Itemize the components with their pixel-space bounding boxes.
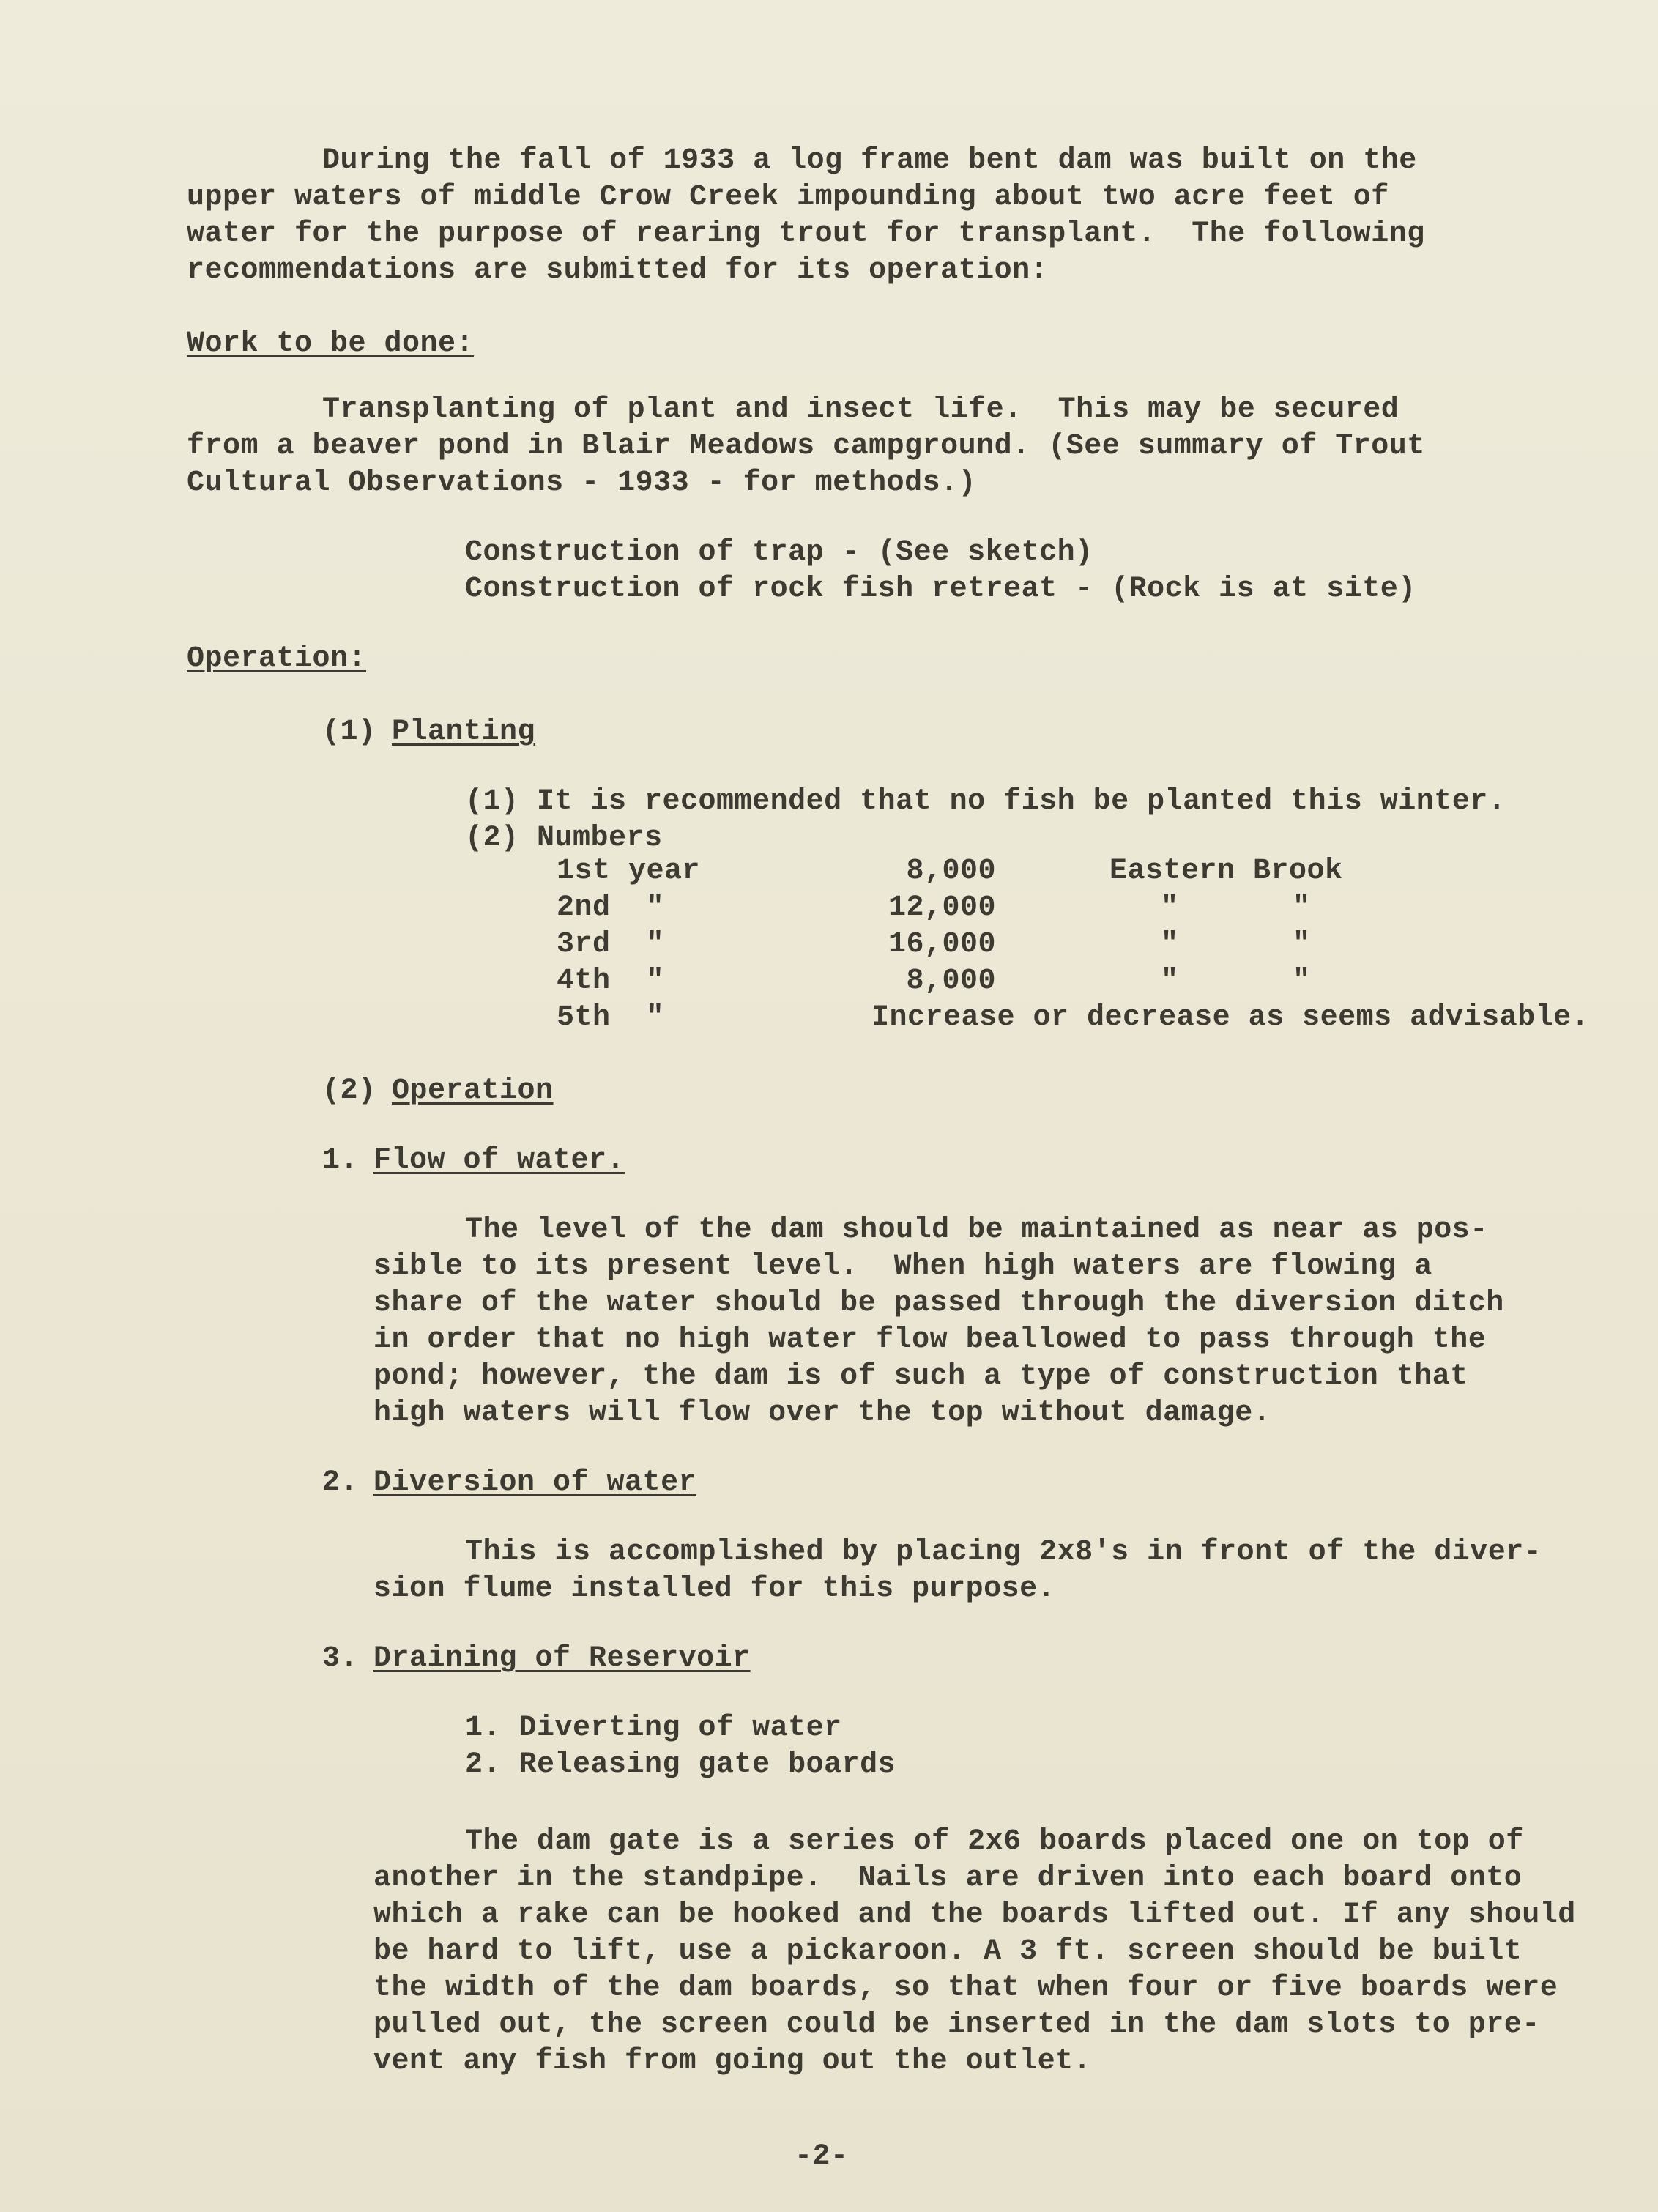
diversion-line-1: This is accomplished by placing 2x8's in front of the diver- [465, 1536, 1542, 1569]
intro-line-3: water for the purpose of rearing trout for transplant. The following [187, 218, 1425, 250]
planting-number: (1) [322, 716, 376, 749]
row-ditto-1: " [1161, 965, 1179, 998]
draining-heading: Draining of Reservoir [373, 1642, 751, 1675]
work-item-2: Construction of rock fish retreat - (Rock is at site) [465, 573, 1416, 606]
draining-line-1: The dam gate is a series of 2x6 boards placed one on top of [465, 1825, 1524, 1858]
planting-heading: Planting [392, 716, 536, 749]
row-year: 2nd " [557, 891, 665, 924]
draining-line-7: vent any fish from going out the outlet. [373, 2045, 1092, 2078]
draining-item-1: 1. Diverting of water [465, 1712, 842, 1745]
draining-line-3: which a rake can be hooked and the boards lifted out. If any should [373, 1899, 1576, 1931]
work-line-2: from a beaver pond in Blair Meadows campground. (See summary of Trout [187, 430, 1425, 463]
flow-line-1: The level of the dam should be maintained as near as pos- [465, 1214, 1488, 1247]
row-count: 8,000 [906, 965, 996, 998]
draining-number: 3. [322, 1642, 359, 1675]
row-year: 4th " [557, 965, 665, 998]
row-count: 12,000 [888, 891, 996, 924]
row-ditto-2: " [1293, 891, 1311, 924]
flow-line-6: high waters will flow over the top without damage. [373, 1397, 1271, 1430]
row-year: 1st year [557, 855, 701, 888]
planting-recommendation: (1) It is recommended that no fish be planted this winter. [465, 785, 1506, 818]
work-item-1: Construction of trap - (See sketch) [465, 536, 1093, 569]
work-line-1: Transplanting of plant and insect life. This may be secured [322, 393, 1399, 426]
flow-line-5: pond; however, the dam is of such a type of construction that [373, 1360, 1468, 1393]
diversion-number: 2. [322, 1466, 359, 1499]
draining-line-6: pulled out, the screen could be inserted in the dam slots to pre- [373, 2008, 1540, 2041]
row-ditto-2: " [1293, 965, 1311, 998]
row-year: 5th " [557, 1001, 665, 1034]
draining-line-5: the width of the dam boards, so that when four or five boards were [373, 1972, 1558, 2005]
draining-line-4: be hard to lift, use a pickaroon. A 3 ft. screen should be built [373, 1935, 1523, 1968]
diversion-line-2: sion flume installed for this purpose. [373, 1573, 1056, 1606]
work-heading: Work to be done: [187, 327, 475, 360]
row-year: 3rd " [557, 928, 665, 961]
intro-line-2: upper waters of middle Crow Creek impounding about two acre feet of [187, 181, 1389, 214]
row-count: 8,000 [906, 855, 996, 888]
flow-heading: Flow of water. [373, 1144, 625, 1177]
op2-heading: Operation [392, 1075, 554, 1107]
page-number: -2- [795, 2140, 849, 2173]
flow-number: 1. [322, 1144, 359, 1177]
flow-line-4: in order that no high water flow beallowed to pass through the [373, 1324, 1487, 1356]
draining-item-2: 2. Releasing gate boards [465, 1748, 896, 1781]
operation-heading: Operation: [187, 642, 367, 675]
row-note: Increase or decrease as seems advisable. [871, 1001, 1590, 1034]
row-ditto-1: " [1161, 928, 1179, 961]
diversion-heading: Diversion of water [373, 1466, 697, 1499]
row-ditto-1: " [1161, 891, 1179, 924]
flow-line-2: sible to its present level. When high waters are flowing a [373, 1250, 1432, 1283]
row-count: 16,000 [888, 928, 996, 961]
intro-line-4: recommendations are submitted for its operation: [187, 254, 1049, 287]
row-ditto-2: " [1293, 928, 1311, 961]
numbers-label: (2) Numbers [465, 822, 663, 855]
op2-number: (2) [322, 1075, 376, 1107]
draining-line-2: another in the standpipe. Nails are driven into each board onto [373, 1862, 1523, 1895]
row-kind: Eastern Brook [1109, 855, 1343, 888]
flow-line-3: share of the water should be passed through the diversion ditch [373, 1287, 1504, 1320]
work-line-3: Cultural Observations - 1933 - for methods.) [187, 467, 977, 500]
intro-line-1: During the fall of 1933 a log frame bent dam was built on the [322, 144, 1417, 177]
